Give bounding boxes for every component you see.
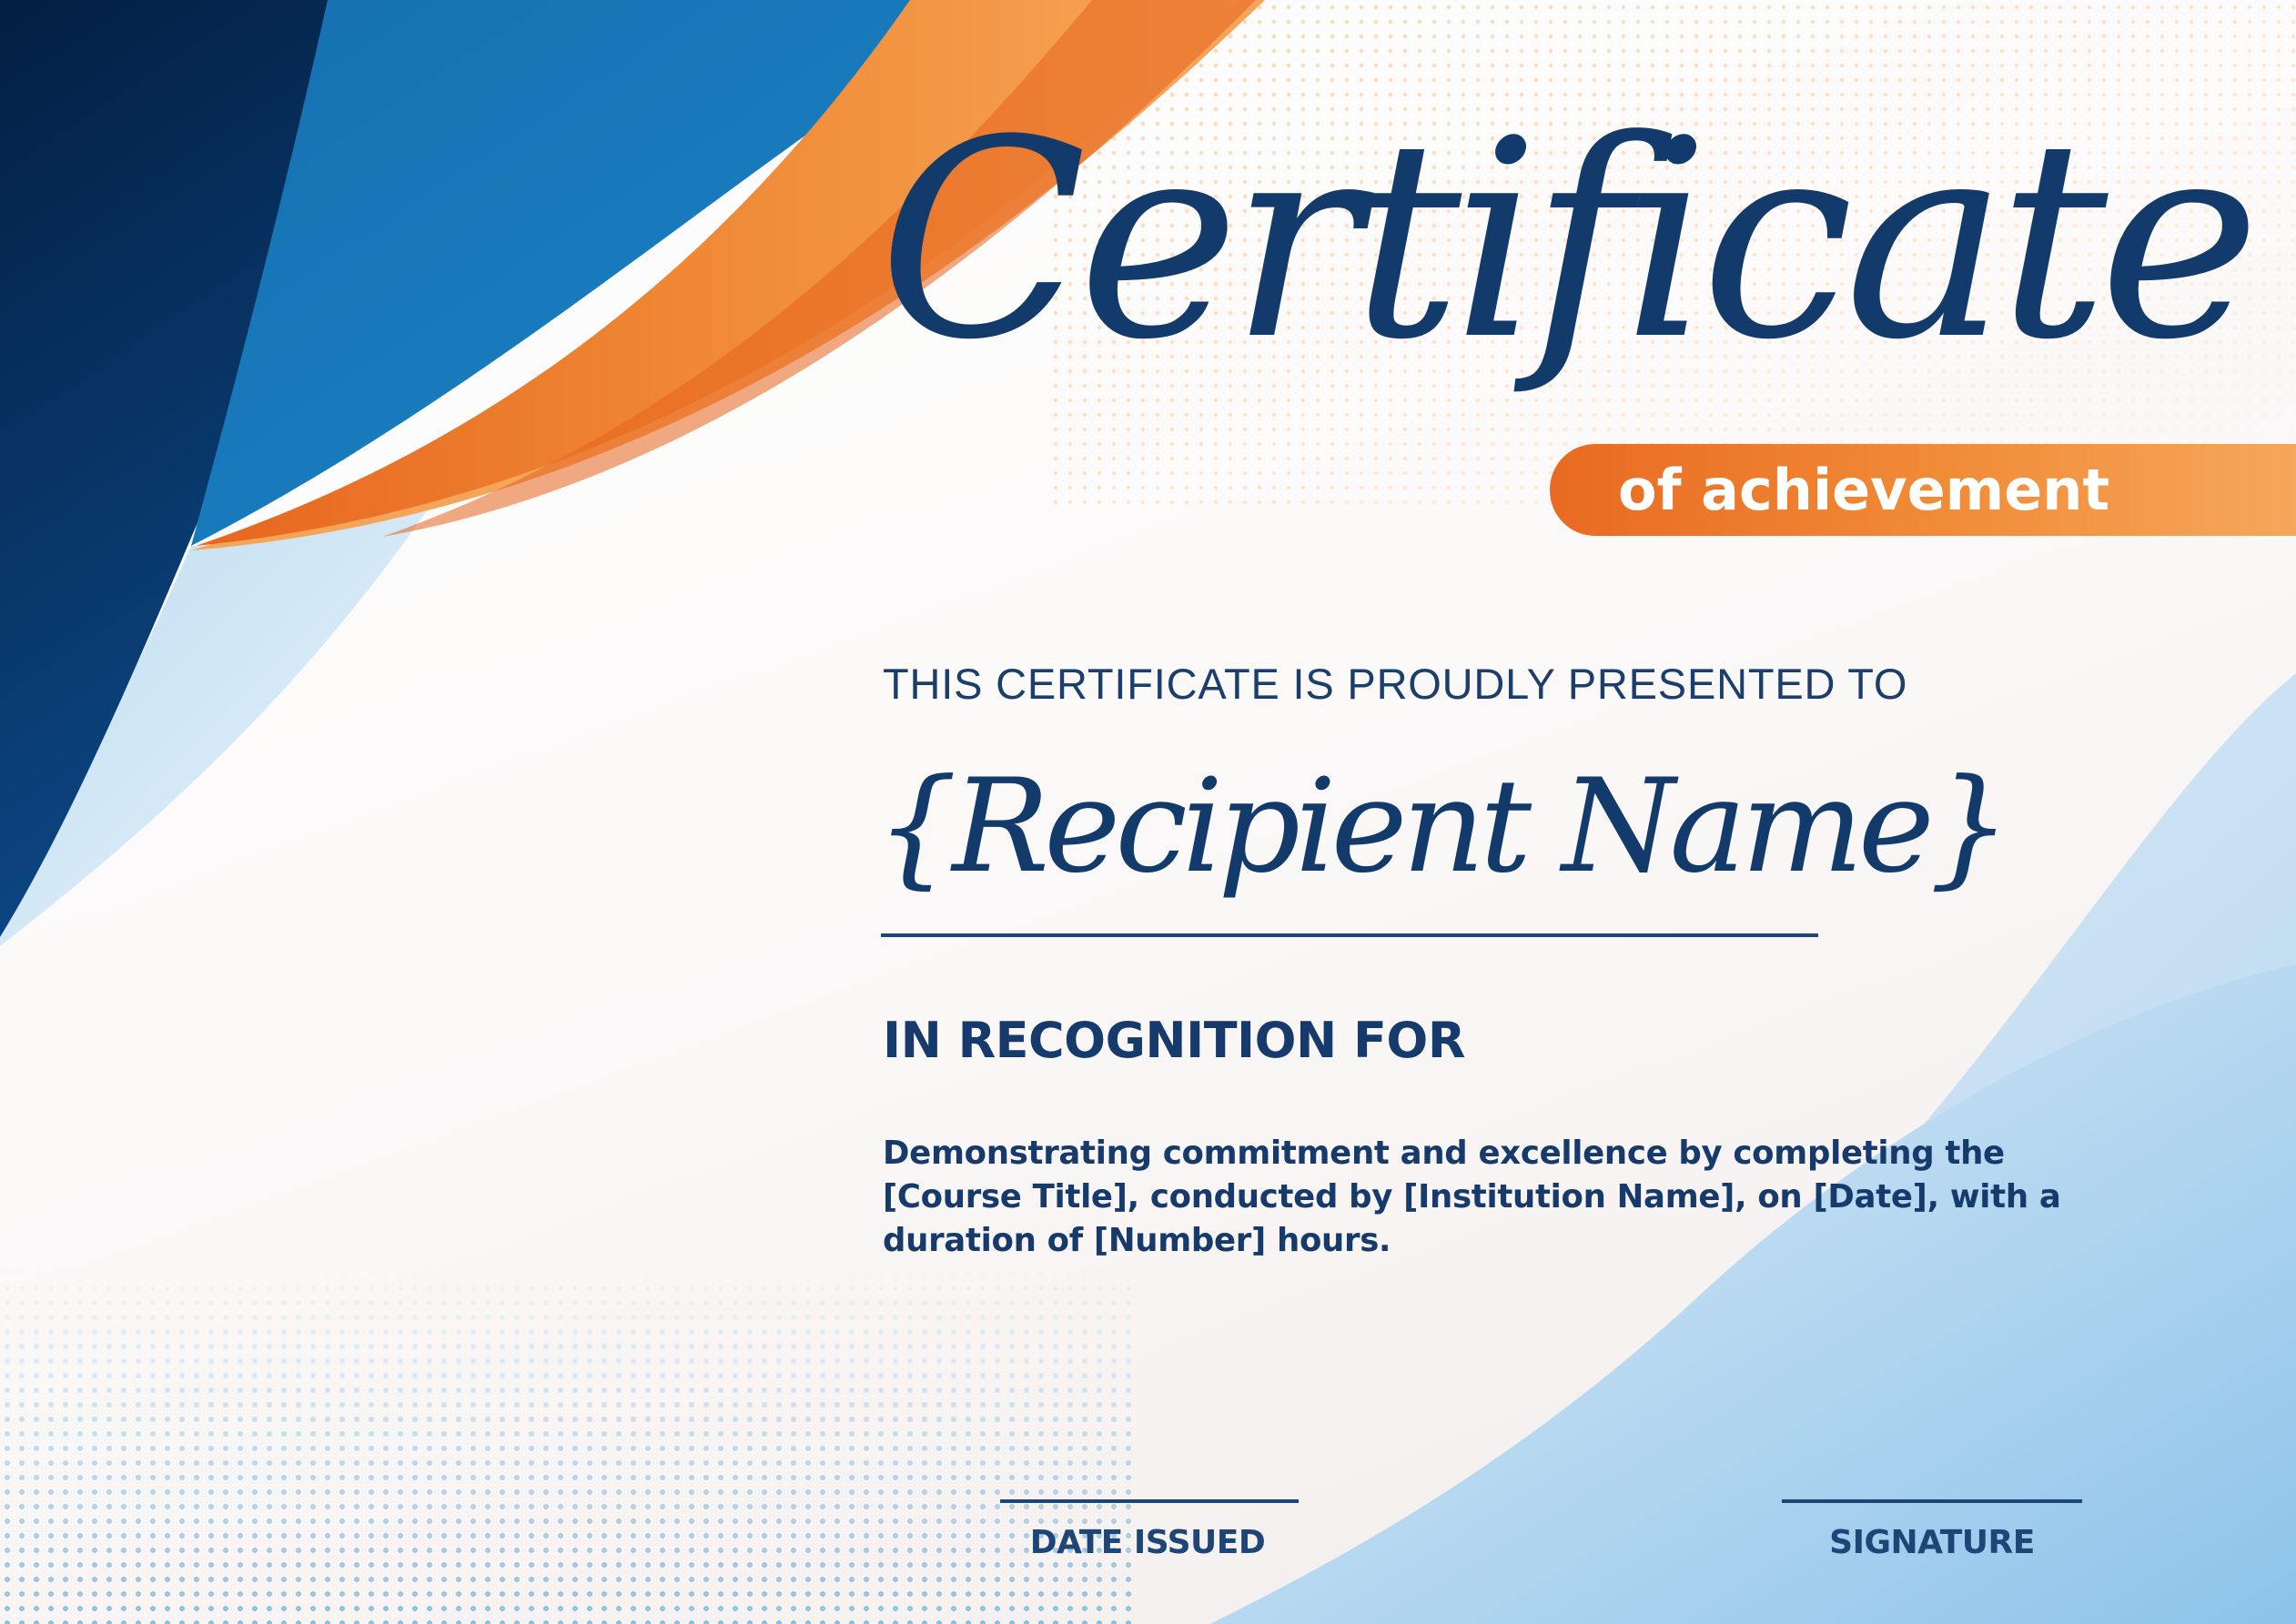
date-issued-label: DATE ISSUED <box>1029 1524 1266 1561</box>
recognition-heading: IN RECOGNITION FOR <box>883 1012 1465 1069</box>
presented-to-line: THIS CERTIFICATE IS PROUDLY PRESENTED TO <box>883 660 1908 708</box>
subtitle-badge <box>1550 444 2296 536</box>
signature-line <box>1782 1499 2082 1503</box>
achievement-description: Demonstrating commitment and excellence by completing the [Course Title], conducted by [Institution Name], on [Date], with a duration of [Number] hours. <box>883 1135 2061 1259</box>
date-line <box>1000 1499 1299 1503</box>
recipient-name: {Recipient Name} <box>875 751 2007 902</box>
certificate-title: Certificate <box>878 82 2251 399</box>
recipient-underline <box>881 933 1818 937</box>
subtitle-text: of achievement <box>1618 457 2110 523</box>
signature-label: SIGNATURE <box>1829 1524 2035 1561</box>
